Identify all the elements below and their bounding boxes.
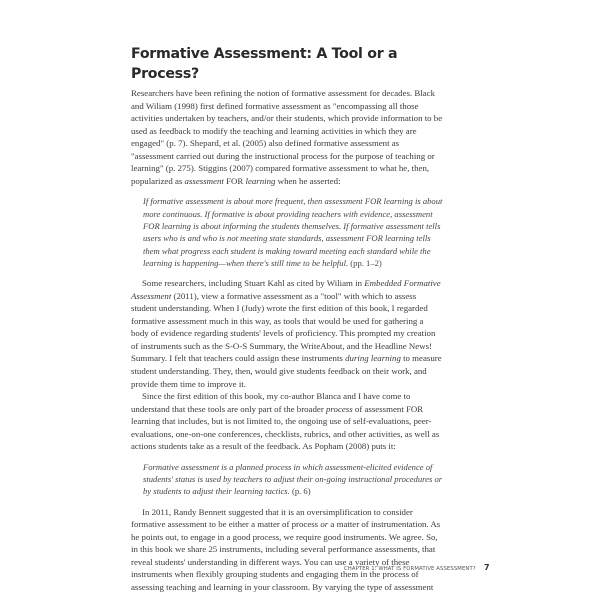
emphasis-text: assessment xyxy=(184,175,224,186)
page-content xyxy=(131,44,443,594)
quote-citation: (p. 6) xyxy=(289,486,311,497)
paragraph-1 xyxy=(131,87,443,187)
text-run: FOR xyxy=(223,175,246,186)
text-run: to measure student understanding. They, then, would give students feedback on their work, and provide them time to improve it. xyxy=(131,353,442,389)
text-run: Researchers have been refining the notion of formative assessment for decades. Black and Wiliam (1998) first defined formative assessment as "encompassing all those activities undertaken by teachers, and/or their students, which provide information to be used as feedback to modify the teaching and learning activities in which they are engaged" (p. 7). Shepard, et al. (2005) also defined formative assessment as "assessment carried out during the instructional process for the purpose of teaching or learning" (p. 275). Stiggins (2007) compared formative assessment to what he, then, popularized as xyxy=(131,88,443,186)
paragraph-3 xyxy=(131,390,443,453)
emphasis-text: learning xyxy=(245,175,276,186)
emphasis-text: or xyxy=(320,519,329,530)
text-run: when he asserted: xyxy=(275,175,341,186)
paragraph-2 xyxy=(131,277,443,390)
quote-text: Formative assessment is a planned process in which assessment-elicited evidence of students' status is used by teachers to adjust their on-going instructional procedures or by students to adjust their learning tactics. xyxy=(143,461,443,497)
section-heading: Formative Assessment: A Tool or a Process? xyxy=(131,46,398,82)
block-quote-popham xyxy=(143,461,443,498)
text-run: Since the first edition of this book, my co-author Blanca and I have come to understand that these tools are only part of the broader xyxy=(131,391,411,414)
emphasis-text: process xyxy=(326,403,353,414)
quote-citation: (pp. 1–2) xyxy=(348,257,382,268)
emphasis-text: during learning xyxy=(345,353,401,364)
paragraph-4 xyxy=(131,506,443,594)
book-title: Embedded Formative Assessment xyxy=(131,278,441,301)
page-number: 7 xyxy=(484,563,490,572)
running-footer-chapter: CHAPTER 1: WHAT IS FORMATIVE ASSESSMENT? xyxy=(344,566,476,572)
block-quote-stiggins xyxy=(143,195,443,269)
text-run: (2011), view a formative assessment as a "tool" with which to assess student understanding. When I (Judy) wrote the first edition of this book, I regarded formative assessment much in this way, as tools that would be used for gathering a body of evidence regarding students' levels of proficiency. This prompted my creation of instruments such as the S-O-S Summary, the WriteAbout, and the Headline News! Summary. I felt that teachers could assign these instruments xyxy=(131,290,436,364)
text-run: In 2011, Randy Bennett suggested that it is an oversimplification to consider formative assessment to be either a matter of process xyxy=(131,506,413,530)
text-run: Some researchers, including Stuart Kahl as cited by Wiliam in xyxy=(142,278,365,289)
text-run: of assessment FOR learning that includes, but is not limited to, the ongoing use of self-evaluations, peer-evaluations, one-on-one conferences, checklists, rubrics, and other activities, as well as actions students take as a result of the feedback. As Popham (2008) puts it: xyxy=(131,403,440,452)
text-run: a matter of instrumentation. As he points out, to engage in a good process, we require good instruments. We agree. So, in this book we share 25 instruments, including several performance assessments, that reveal students' understanding in different ways. You can use a variety of these instruments when flexibly grouping students and engaging them in the process of assessing teaching and learning in your classroom. By varying the type of assessment xyxy=(131,519,441,592)
quote-text: If formative assessment is about more frequent, then assessment FOR learning is about more continuous. If formative is about providing teachers with evidence, assessment FOR learning is about informing the students themselves. If formative assessment tells users who is and who is not meeting state standards, assessment FOR learning tells them what progress each student is making toward meeting each standard while the learning is happening—when there's still time to be helpful. xyxy=(143,196,443,268)
